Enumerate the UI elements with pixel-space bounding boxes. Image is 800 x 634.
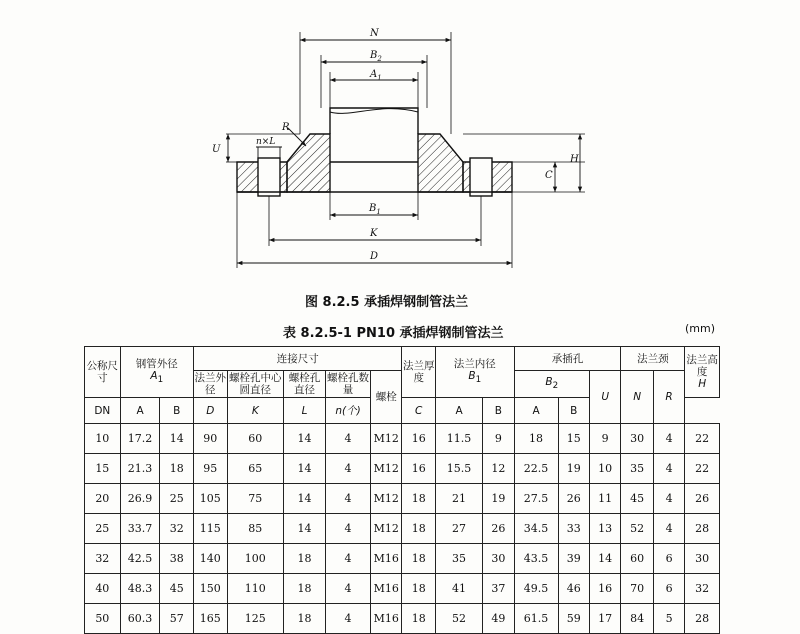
table-cell: M16: [371, 544, 402, 574]
dim-K: K: [370, 228, 378, 239]
table-cell: 4: [325, 574, 370, 604]
table-row: [85, 454, 720, 484]
table-cell: 18: [284, 574, 326, 604]
table-cell: 140: [193, 544, 227, 574]
table-cell: 52: [621, 514, 653, 544]
table-cell: 30: [483, 544, 514, 574]
table-cell: 14: [284, 454, 326, 484]
table-cell: 27.5: [514, 484, 558, 514]
table-cell: 33.7: [120, 514, 160, 544]
table-cell: 4: [325, 604, 370, 634]
col-bolt: 螺栓: [371, 371, 402, 424]
table-cell: 40: [85, 574, 121, 604]
table-cell: 10: [589, 454, 620, 484]
table-cell: 14: [284, 484, 326, 514]
table-cell: 49.5: [514, 574, 558, 604]
table-cell: 59: [558, 604, 589, 634]
table-cell: 57: [160, 604, 194, 634]
table-row: [85, 604, 720, 634]
table-cell: 105: [193, 484, 227, 514]
table-cell: 28: [685, 604, 720, 634]
table-row: [85, 424, 720, 454]
table-title: 表 8.2.5-1 PN10 承插焊钢制管法兰: [283, 326, 504, 341]
dim-nxL: n×L: [256, 137, 276, 147]
table-cell: M12: [371, 514, 402, 544]
table-cell: 15: [85, 454, 121, 484]
table-cell: 45: [160, 574, 194, 604]
table-cell: 21.3: [120, 454, 160, 484]
table-cell: 165: [193, 604, 227, 634]
table-cell: 4: [325, 544, 370, 574]
table-cell: 26: [685, 484, 720, 514]
table-cell: 32: [160, 514, 194, 544]
table-cell: 4: [325, 424, 370, 454]
table-cell: 110: [227, 574, 284, 604]
table-cell: 41: [435, 574, 482, 604]
table-cell: 27: [435, 514, 482, 544]
table-cell: 18: [402, 544, 436, 574]
table-cell: 14: [284, 514, 326, 544]
table-cell: 42.5: [120, 544, 160, 574]
table-cell: 18: [284, 604, 326, 634]
table-cell: 32: [685, 574, 720, 604]
col-bolt-qty: 螺栓孔数量: [327, 372, 369, 396]
table-cell: 32: [85, 544, 121, 574]
table-cell: 4: [325, 454, 370, 484]
table-cell: 26: [483, 514, 514, 544]
table-cell: 18: [284, 544, 326, 574]
dim-B2: $B_2$: [370, 50, 382, 63]
col-N: N: [621, 371, 653, 424]
table-cell: 14: [160, 424, 194, 454]
table-cell: 4: [653, 514, 684, 544]
table-cell: 11: [589, 484, 620, 514]
dim-R: R: [282, 122, 290, 133]
table-cell: 25: [85, 514, 121, 544]
table-cell: 52: [435, 604, 482, 634]
table-cell: 30: [685, 544, 720, 574]
col-flange-thk: 法兰厚度: [402, 347, 436, 398]
col-R: R: [653, 371, 684, 424]
col-flange-id: 法兰内径 $B_1$: [435, 347, 514, 398]
table-cell: 18: [402, 484, 436, 514]
table-cell: 10: [85, 424, 121, 454]
table-cell: 46: [558, 574, 589, 604]
table-cell: 49: [483, 604, 514, 634]
col-neck: 法兰颈: [621, 347, 685, 371]
table-cell: 4: [653, 484, 684, 514]
table-cell: 18: [402, 514, 436, 544]
table-cell: 90: [193, 424, 227, 454]
table-cell: 6: [653, 574, 684, 604]
table-row: [85, 544, 720, 574]
col-U: U: [589, 371, 620, 424]
col-B2-A: A: [514, 398, 558, 424]
flange-spec-table: [84, 346, 720, 634]
col-L: L: [284, 398, 326, 424]
figure-caption: 图 8.2.5 承插焊钢制管法兰: [305, 295, 469, 310]
table-row: [85, 514, 720, 544]
table-cell: 17: [589, 604, 620, 634]
table-body: [85, 424, 720, 634]
table-cell: 33: [558, 514, 589, 544]
table-cell: 35: [435, 544, 482, 574]
table-cell: 70: [621, 574, 653, 604]
col-DN: DN: [85, 398, 121, 424]
table-cell: 43.5: [514, 544, 558, 574]
table-cell: 48.3: [120, 574, 160, 604]
header-row-1: [85, 347, 720, 371]
table-cell: 50: [85, 604, 121, 634]
table-cell: M12: [371, 424, 402, 454]
table-cell: 9: [589, 424, 620, 454]
table-cell: 18: [402, 604, 436, 634]
table-cell: 20: [85, 484, 121, 514]
table-cell: 34.5: [514, 514, 558, 544]
table-cell: 22: [685, 454, 720, 484]
table-cell: 45: [621, 484, 653, 514]
col-bolt-circle: 螺栓孔中心圆直径: [227, 371, 284, 398]
table-cell: 95: [193, 454, 227, 484]
col-connection: 连接尺寸: [193, 347, 401, 371]
table-cell: 4: [653, 424, 684, 454]
table-cell: 28: [685, 514, 720, 544]
table-cell: 15.5: [435, 454, 482, 484]
table-cell: 26: [558, 484, 589, 514]
table-cell: 16: [402, 454, 436, 484]
table-cell: 18: [514, 424, 558, 454]
table-cell: M12: [371, 454, 402, 484]
col-id-B: B: [483, 398, 514, 424]
table-cell: 60.3: [120, 604, 160, 634]
col-K: K: [227, 398, 284, 424]
dim-N: N: [370, 28, 379, 39]
table-cell: 13: [589, 514, 620, 544]
col-nominal: 公称尺寸: [85, 347, 121, 398]
col-od-A: A: [120, 398, 160, 424]
table-cell: 17.2: [120, 424, 160, 454]
table-cell: 100: [227, 544, 284, 574]
table-cell: 60: [621, 544, 653, 574]
table-cell: 35: [621, 454, 653, 484]
table-row: [85, 484, 720, 514]
table-cell: 22: [685, 424, 720, 454]
table-cell: 75: [227, 484, 284, 514]
table-cell: 125: [227, 604, 284, 634]
table-cell: 61.5: [514, 604, 558, 634]
table-cell: M16: [371, 574, 402, 604]
col-flange-od: 法兰外径: [194, 372, 226, 396]
table-cell: 26.9: [120, 484, 160, 514]
table-cell: 65: [227, 454, 284, 484]
table-cell: M12: [371, 484, 402, 514]
col-C: C: [402, 398, 436, 424]
col-B2-B: B: [558, 398, 589, 424]
table-cell: 12: [483, 454, 514, 484]
table-cell: 4: [325, 514, 370, 544]
table-cell: 60: [227, 424, 284, 454]
flange-drawing: [0, 0, 800, 285]
table-cell: 4: [325, 484, 370, 514]
table-cell: 38: [160, 544, 194, 574]
table-cell: 39: [558, 544, 589, 574]
table-cell: 16: [402, 424, 436, 454]
table-cell: 150: [193, 574, 227, 604]
table-cell: 11.5: [435, 424, 482, 454]
table-cell: M16: [371, 604, 402, 634]
table-row: [85, 574, 720, 604]
table-cell: 6: [653, 544, 684, 574]
table-cell: 9: [483, 424, 514, 454]
table-cell: 5: [653, 604, 684, 634]
table-cell: 19: [483, 484, 514, 514]
col-height: 法兰高度 H: [685, 347, 720, 398]
flange-section: [237, 108, 512, 196]
table-unit: (mm): [685, 322, 716, 335]
col-id-A: A: [435, 398, 482, 424]
table-cell: 30: [621, 424, 653, 454]
col-B2: $B_2$: [514, 371, 589, 398]
table-cell: 4: [653, 454, 684, 484]
table-cell: 14: [284, 424, 326, 454]
table-cell: 16: [589, 574, 620, 604]
dim-D: D: [370, 251, 379, 262]
dim-U: U: [212, 144, 221, 155]
table-cell: 18: [160, 454, 194, 484]
table-cell: 19: [558, 454, 589, 484]
dim-B1: $B_1$: [369, 203, 381, 216]
col-n: n(个): [325, 398, 370, 424]
table-cell: 115: [193, 514, 227, 544]
table-cell: 85: [227, 514, 284, 544]
dim-A1: $A_1$: [370, 69, 382, 82]
col-D: D: [193, 398, 227, 424]
col-socket: 承插孔: [514, 347, 621, 371]
table-cell: 84: [621, 604, 653, 634]
table-cell: 22.5: [514, 454, 558, 484]
table-cell: 15: [558, 424, 589, 454]
table-cell: 25: [160, 484, 194, 514]
table-cell: 14: [589, 544, 620, 574]
dim-H: H: [570, 154, 579, 165]
col-bolt-hole: 螺栓孔直径: [284, 371, 326, 398]
table-cell: 37: [483, 574, 514, 604]
table-cell: 18: [402, 574, 436, 604]
col-od-B: B: [160, 398, 194, 424]
col-pipe-od: 钢管外径 $A_1$: [120, 347, 193, 398]
dim-C: C: [545, 170, 553, 181]
table-cell: 21: [435, 484, 482, 514]
